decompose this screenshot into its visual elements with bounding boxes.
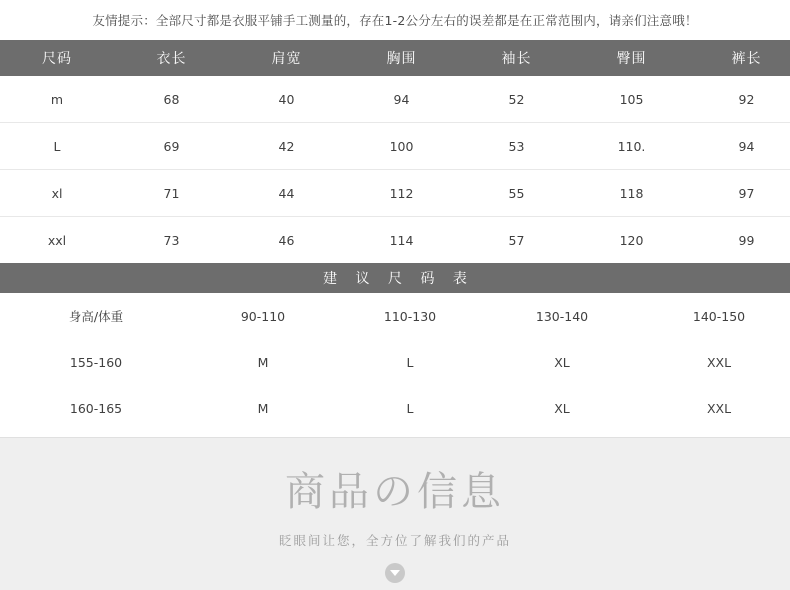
recommend-cell: M <box>257 354 269 370</box>
size-cell: 44 <box>229 170 344 217</box>
table-row <box>0 76 790 123</box>
recommend-header-cell: 130-140 <box>535 308 589 324</box>
size-cell: 100 <box>344 123 459 170</box>
recommend-cell: 160-165 <box>69 400 123 416</box>
recommend-cell: L <box>406 354 414 370</box>
size-cell: 42 <box>229 123 344 170</box>
size-table-header-cell: 尺码 <box>0 40 114 76</box>
recommend-header-row <box>0 293 790 339</box>
size-cell: 69 <box>114 123 229 170</box>
size-cell: 94 <box>689 123 790 170</box>
size-cell: 94 <box>344 76 459 123</box>
chevron-down-icon <box>385 563 405 583</box>
size-cell: 71 <box>114 170 229 217</box>
recommend-cell: M <box>257 400 269 416</box>
size-cell: 110. <box>574 123 689 170</box>
size-cell: 99 <box>738 232 755 248</box>
size-cell: 97 <box>689 170 790 217</box>
size-cell: xl <box>0 170 114 217</box>
recommend-cell: XL <box>554 400 570 416</box>
size-table-header-row <box>0 40 790 76</box>
recommend-header-cell: 身高/体重 <box>68 309 124 324</box>
size-cell: 40 <box>229 76 344 123</box>
size-cell: 114 <box>389 232 414 248</box>
product-info-subtitle: 眨眼间让您，全方位了解我们的产品 <box>278 533 511 548</box>
table-row <box>0 123 790 170</box>
size-table-header-cell: 裤长 <box>689 40 790 76</box>
size-cell: 120 <box>619 232 644 248</box>
recommend-cell: L <box>406 400 414 416</box>
size-cell: 118 <box>574 170 689 217</box>
product-info-title: 商品の信息 <box>285 469 505 515</box>
size-notice: 友情提示：全部尺寸都是衣服平铺手工测量的，存在1-2公分左右的误差都是在正常范围内，请亲们注意哦！ <box>92 13 698 28</box>
size-cell: 46 <box>278 232 295 248</box>
size-table-header-cell: 衣长 <box>114 40 229 76</box>
size-cell: xxl <box>47 232 67 248</box>
size-table-header-cell: 胸围 <box>344 40 459 76</box>
size-cell: 105 <box>574 76 689 123</box>
recommend-cell: XL <box>554 354 570 370</box>
product-info-banner <box>0 437 790 590</box>
recommend-cell: XXL <box>706 354 732 370</box>
table-row <box>0 217 790 264</box>
size-cell: 68 <box>114 76 229 123</box>
size-measurements-table <box>0 40 790 263</box>
size-table-header-cell: 臀围 <box>574 40 689 76</box>
recommend-header-cell: 110-130 <box>383 308 437 324</box>
recommend-size-banner: 建 议 尺 码 表 <box>0 263 790 293</box>
recommend-header-cell: 90-110 <box>240 308 286 324</box>
size-table-header-cell: 肩宽 <box>229 40 344 76</box>
size-cell: 52 <box>459 76 574 123</box>
size-cell: 55 <box>459 170 574 217</box>
size-cell: L <box>0 123 114 170</box>
size-table-header-cell: 袖长 <box>459 40 574 76</box>
recommend-header-cell: 140-150 <box>692 308 746 324</box>
size-cell: 53 <box>459 123 574 170</box>
table-row <box>0 339 790 385</box>
table-row <box>0 385 790 431</box>
size-cell: 73 <box>163 232 180 248</box>
recommend-cell: 155-160 <box>69 354 123 370</box>
size-cell: 112 <box>344 170 459 217</box>
table-row <box>0 170 790 217</box>
recommend-cell: XXL <box>706 400 732 416</box>
size-cell: m <box>0 76 114 123</box>
size-cell: 92 <box>689 76 790 123</box>
size-cell: 57 <box>508 232 525 248</box>
